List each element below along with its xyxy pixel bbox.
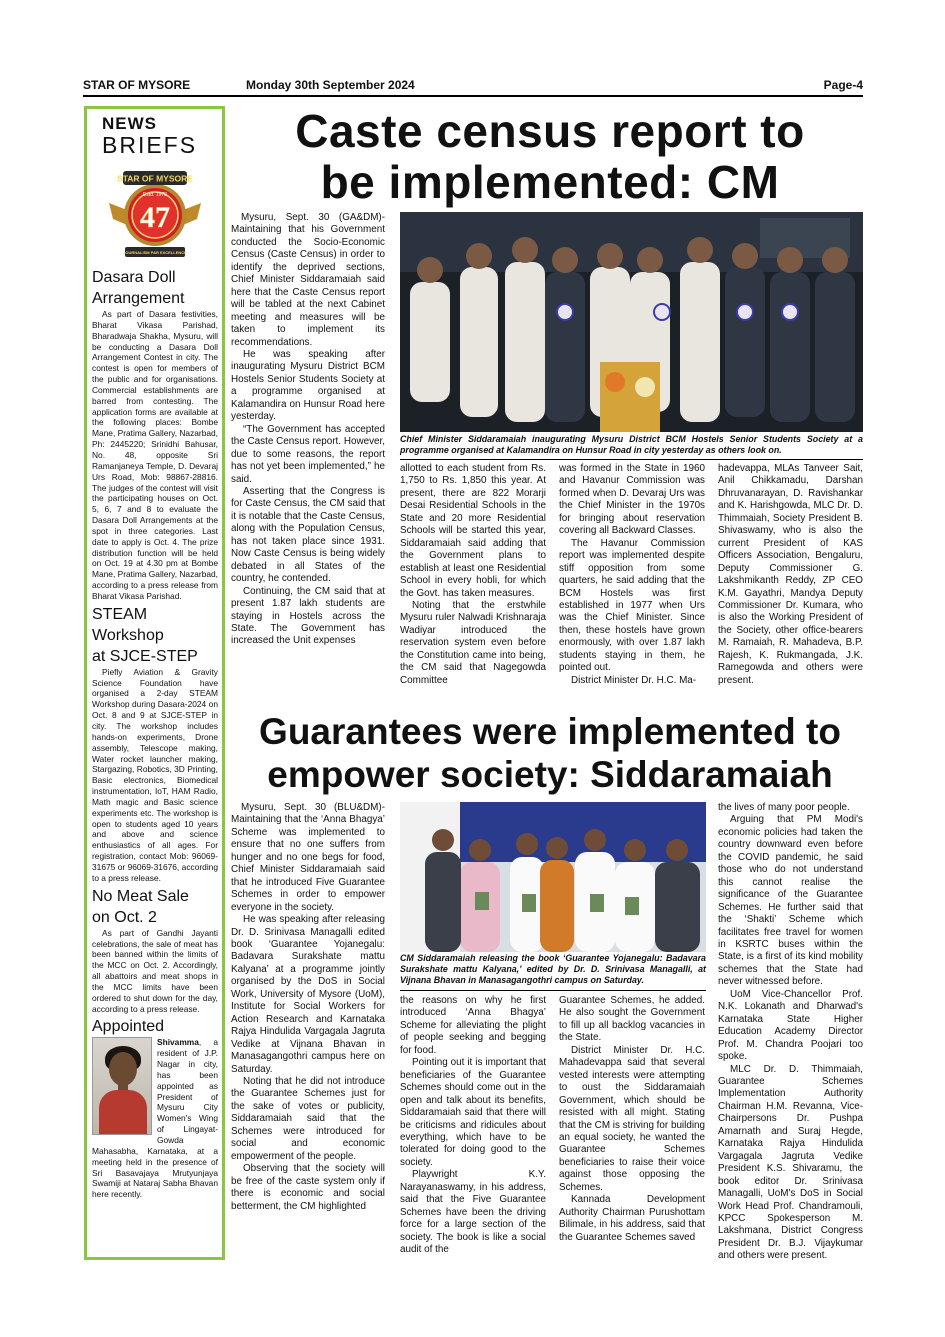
story2-column-3: Guarantee Schemes, he added. He also sought the Government to fill up all backlog vacancies in the State. District Minister Dr. H.C. Mahadevappa said that several vested interests were attempting to oust the Siddaramaiah Government, which should be resisted with all might. Stating that the CM is striving for building an equal society, he wanted the Guarantee Schemes beneficiaries to raise their voice against those opposing the Schemes. Kannada Development Authority Chairman Purushottam Bilimale, in his address, said that the Guarantee Schemes saved (559, 995, 705, 1243)
brief-no-meat-sale (92, 886, 218, 1015)
story2-caption: CM Siddaramaiah releasing the book ‘Guarantee Yojanegalu: Badavara Surakshate mattu Kalyana,’ edited by Dr. D. Srinivasa Managalli, at Vijnana Bhavan in Manasagangothri campus on Saturday. (400, 953, 706, 985)
brief-title: Dasara Doll Arrangement (92, 269, 185, 307)
caption-rule (400, 459, 863, 460)
caption-rule (400, 990, 706, 991)
brief-dasara-doll (92, 267, 218, 602)
story1-headline: Caste census report to be implemented: CM (295, 105, 805, 208)
story1-photo (400, 212, 863, 432)
brief-body: Shivamma, a resident of J.P. Nagar in city, has been appointed as President of Mysuru City Women's Wing of Lingayat-Gowda Mahasabha, Karnataka, at a meeting held in the presence of Sri Basavajaya Mrutyunjaya Swamiji at Nataraj Sabha Bhavan here recently. (92, 1037, 218, 1200)
masthead-rule (83, 95, 863, 97)
story1-column-1: Mysuru, Sept. 30 (GA&DM)- Maintaining that his Government conducted the Socio-Economic Census (Caste Census) in order to identify the deprived sections, Chief Minister Siddaramaiah said here that the Caste Census report will be tabled at the next Cabinet meeting and measures will be taken to implement its recommendations. He was speaking after inaugurating Mysuru District BCM Hostels Senior Students Society at a programme organised at Kalamandira on Hunsur Road here yesterday. “The Government has accepted the Caste Census report. However, due to some reasons, the report has not yet been implemented,” he said. Asserting that the Congress is for Caste Census, the CM said that it is notable that the Caste Census, along with the Population Census, has not taken place since 1931. Now Caste Census is being widely debated in all States of the country, he contended. Continuing, the CM said that at present 1.87 lakh students are staying in Hostels across the State. The Government has increased the Unit expenses (231, 212, 385, 647)
page-number: Page-4 (823, 78, 863, 92)
brief-appointed (92, 1016, 218, 1200)
story1-column-2: allotted to each student from Rs. 1,750 to Rs. 1,850 this year. At present, there are 822 Morarji Desai Residential Schools in the State and 20 more Residential Schools will be started this year, Siddaramaiah said adding that the Government plans to establish at least one Residential School in every hobli, for which the Govt. has taken measures. Noting that the erstwhile Mysuru ruler Nalwadi Krishnaraja Wadiyar introduced the reservation system even before the Constitution came into being, the CM said that Nagegowda Committee (400, 463, 546, 686)
story1-column-3: was formed in the State in 1960 and Havanur Commission was formed when D. Devaraj Urs was the Chief Minister in the 1970s for bringing about reservation covering all Backward Classes. The Havanur Commission report was implemented despite stiff opposition from some quarters, he said adding that the BCM Hostels was first established in 1977 when Urs was the Chief Minister. Since then, these hostels have grown enormously, with over 1.87 lakh students staying in them, he pointed out. District Minister Dr. H.C. Ma- (559, 463, 705, 686)
story2-column-1: Mysuru, Sept. 30 (BLU&DM)- Maintaining that the ‘Anna Bhagya’ Scheme was implemented to ensure that no one suffers from hunger and no one begs for food, Chief Minister Siddaramaiah said that he introduced Five Guarantee Schemes in order to empower everyone in the society. He was speaking after releasing Dr. D. Srinivasa Managalli edited book ‘Guarantee Yojanegalu: Badavara Surakshate mattu Kalyana’ at a programme jointly organised by the DoS in Social Work, University of Mysore (UoM), Institute for Social Workers for Action Research and Karnataka Rajya Hindulida Vargagala Jagruta Vedike at Vijnana Bhavan in Manasagangothri campus here on Saturday. Noting that he did not introduce the Guarantee Schemes just for the sake of votes or publicity, Siddaramaiah said that the Schemes were introduced for social and economic empowerment of the people. Observing that the society will be free of the caste system only if there is economic and social betterment, the CM highlighted (231, 802, 385, 1212)
news-briefs-sidebar (84, 106, 225, 1260)
brief-title: Appointed (92, 1018, 165, 1036)
brief-body: As part of Dasara festivities, Bharat Vikasa Parishad, Bharadwaja Shakha, Mysuru, will be conducting a Dasara Doll Arrangement Contest in city. The contest is open for members of the public and for organisations. Commercial establishments are barred from contesting. The application forms are available at the following places: Bombe Mane, Pratima Gallery, Nazarbad, Ph: 2445220; Srinidhi Bahusar, No. 48, opposite Sri Ramanjaneya Temple, D. Devaraj Urs Road, Mob: 98867-28816. The judges of the contest will visit the participating houses on Oct. 5, 6, 7 and 8 to evaluate the Dasara Doll Arrangements at the spot in three categories. Last date to apply is Oct. 4. The prize distribution function will be held on Oct. 19 at 4.30 pm at Bombe Mane, Pratima Gallery, Nazarbad, according to a press release from Bharat Vikasa Parishad. (92, 309, 218, 601)
logo-top-text: STAR OF MYSORE (117, 173, 193, 184)
story2-headline: Guarantees were implemented to empower society: Siddaramaiah (259, 711, 841, 795)
brief-title: STEAM Workshop at SJCE-STEP (92, 605, 198, 665)
logo-bottom-text: JOURNALISM PAR EXCELLENCE (123, 250, 187, 255)
story2-photo (400, 802, 706, 952)
paper-name: STAR OF MYSORE (83, 78, 191, 92)
brief-title: No Meat Sale on Oct. 2 (92, 887, 189, 926)
briefs-heading: BRIEFS (102, 132, 198, 158)
logo-estd: Estd. 1978 (143, 192, 167, 198)
appointee-name: Shivamma (157, 1037, 199, 1048)
story1-column-4: hadevappa, MLAs Tanveer Sait, Anil Chikkamadu, Darshan Dhruvanarayan, D. Ravishankar and K. Harishgowda, MLC Dr. D. Thimmaiah, Society President B. Shivaswamy, who is also the current President of KAS Officers Association, Bengaluru, Deputy Commissioner G. Lakshmikanth Reddy, ZP CEO K.M. Gayathri, Mandya Deputy Commissioner Dr. Kumara, who is also the Working President of the Society, other office-bearers M. Ramaiah, R. Mahadeva, B.P. Rajesh, K. Rukmangada, J.K. Ramegowda and others were present. (718, 463, 863, 686)
brief-body: Piefly Aviation & Gravity Science Foundation have organised a 2-day STEAM Workshop during Dasara-2024 on Oct. 8 and 9 at SJCE-STEP in city. The workshop includes hands-on experiments, Drone assembly, Telescope making, Water rocket launcher making, Stargazing, Robotics, 3D Printing, Basic electronics, Biomedical instrumentation, IoT, HAM Radio, Math magic and Basic science experiments etc. The workshop is open to students aged 10 years and above and science enthusiastics of all ages. For registration, contact Mob: 96069-31675 or 96069-31676, according to a press release. (92, 666, 218, 883)
story2-column-2: the reasons on why he first introduced ‘Anna Bhagya’ Scheme for alleviating the plight of people seeking and begging for food. Pointing out it is important that beneficiaries of the Guarantee Schemes should come out in the open and talk about its benefits, Siddaramaiah said that there will be criticisms and ridicules about everything, which have to be tolerated for doing good to the society. Playwright K.Y. Narayanaswamy, in his address, said that the Five Guarantee Schemes have been the driving force for a large section of the society. The book is like a social audit of the (400, 995, 546, 1256)
issue-date: Monday 30th September 2024 (246, 78, 415, 92)
news-heading: NEWS (102, 114, 157, 133)
logo-number: 47 (140, 201, 170, 234)
brief-steam-workshop (92, 604, 218, 884)
story1-caption: Chief Minister Siddaramaiah inaugurating Mysuru District BCM Hostels Senior Students Society at a programme organised at Kalamandira on Hunsur Road in city yesterday as others look on. (400, 434, 863, 455)
story2-column-4: the lives of many poor people. Arguing that PM Modi's economic policies had taken the country downward even before the COVID pandemic, he said those who do not understand this cannot realise the significance of the Guarantee Schemes. He further said that the ‘Shakti’ Scheme which facilitates free travel for women in KSRTC buses within the State, is a first of its kind mobility schemes that the State had never witnessed before. UoM Vice-Chancellor Prof. N.K. Lokanath and Dharwad's Karnataka State Higher Education Academy Director Prof. M. Chandra Poojari too spoke. MLC Dr. D. Thimmaiah, Guarantee Schemes Implementation Authority Chairman H.M. Revanna, Vice-Chairpersons Dr. Pushpa Amarnath and Suraj Hegde, Karnataka Rajya Hindulida Vargagala Jagruta Vedike President K.S. Shivaramu, the book editor Dr. Srinivasa Managalli, UoM's DoS in Social Work Head Prof. Chandramouli, KPCC Spokesperson M. Lakshmana, District Congress President Dr. B.J. Vijaykumar and others were present. (718, 802, 863, 1262)
portrait-photo (92, 1037, 152, 1135)
masthead (83, 78, 863, 94)
anniversary-logo (105, 163, 205, 263)
brief-body: As part of Gandhi Jayanti celebrations, the sale of meat has been banned within the limits of the MCC on Oct. 2. Accordingly, all abattoirs and meat shops in the MCC limits have been ordered to shut down for the day, according to a press release. (92, 927, 218, 1014)
